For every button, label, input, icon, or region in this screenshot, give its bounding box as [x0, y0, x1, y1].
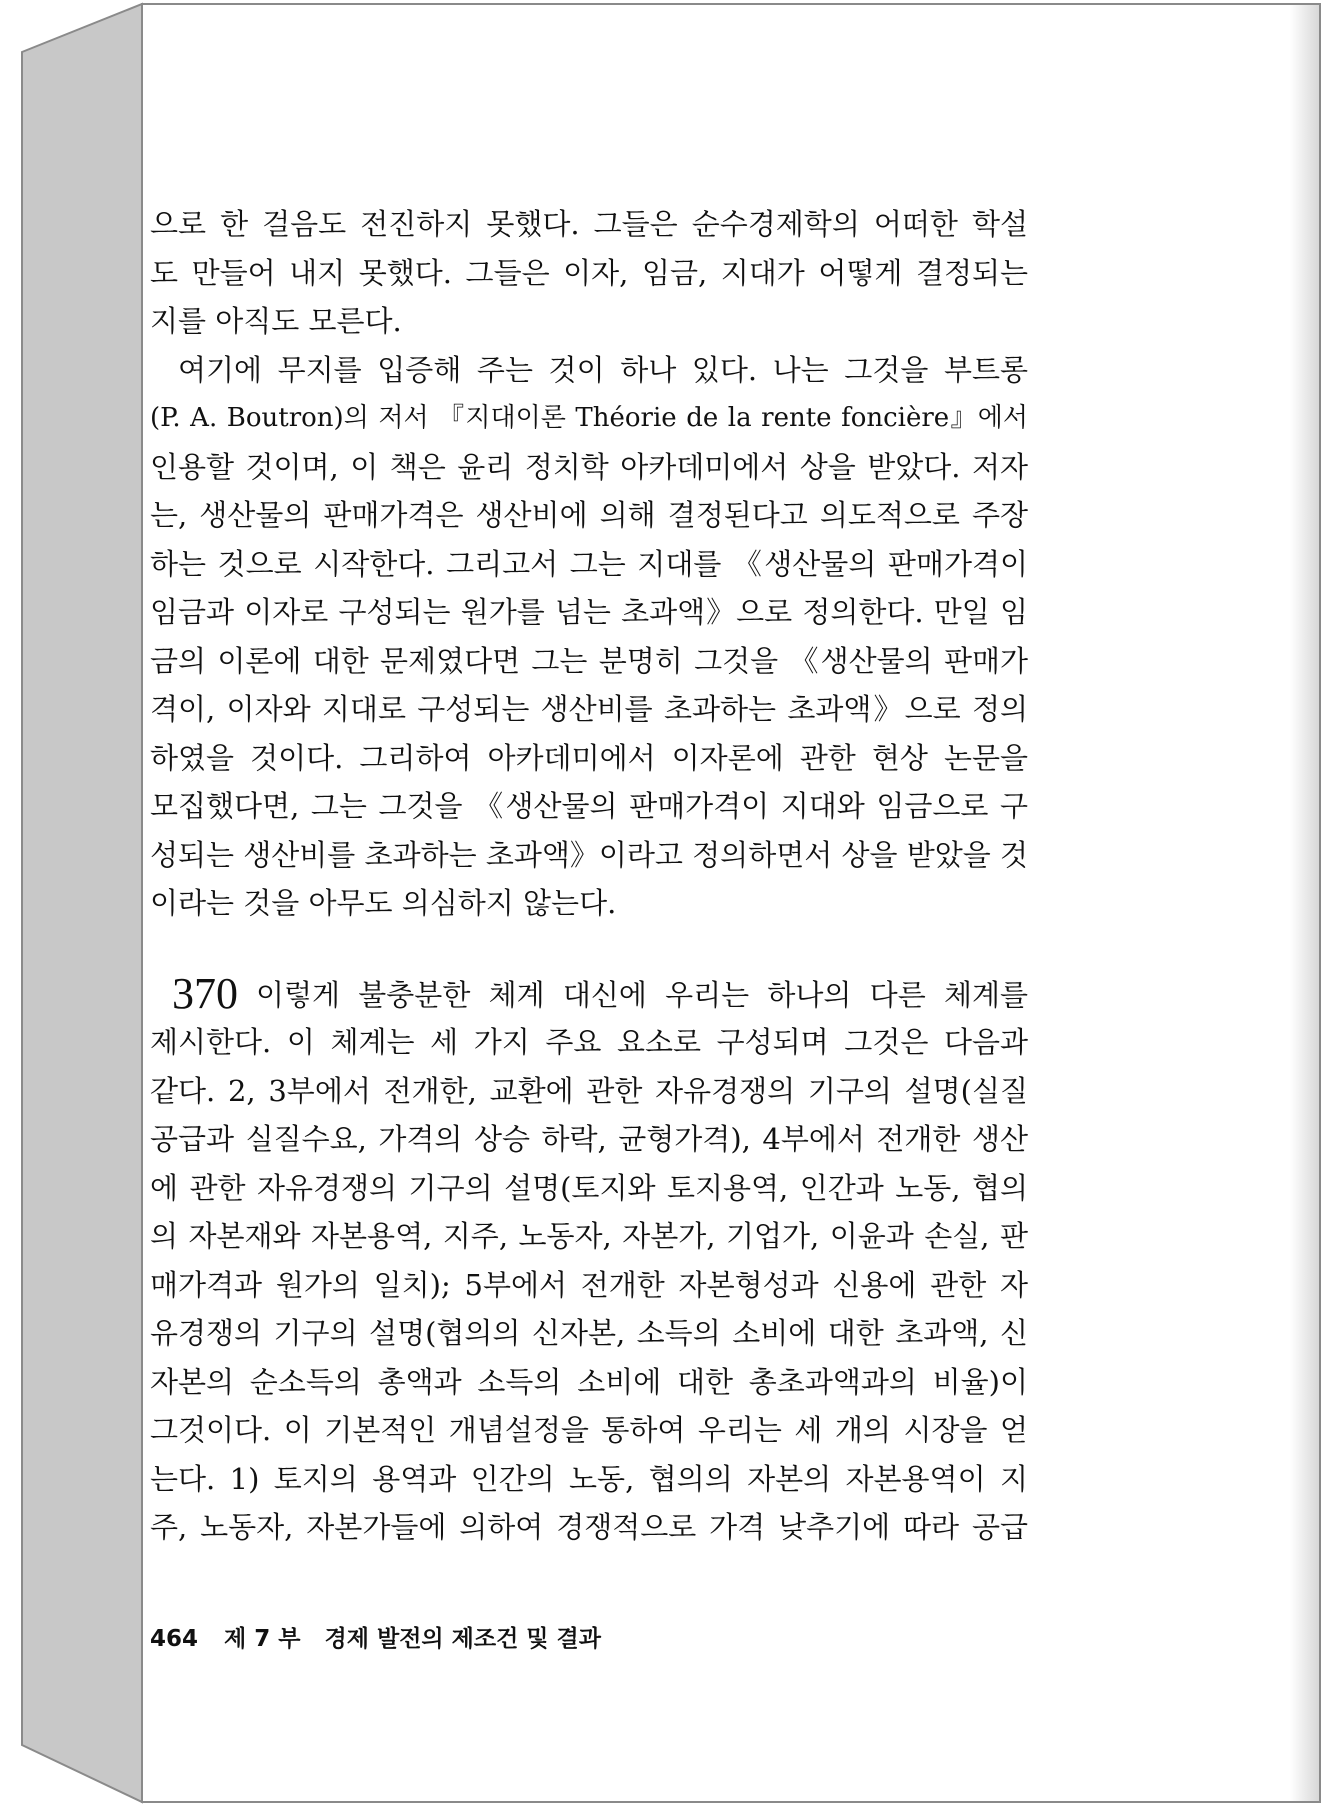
footer-title: 경제 발전의 제조건 및 결과	[324, 1626, 601, 1652]
text-line: 는, 생산물의 판매가격은 생산비에 의해 결정된다고 의도적으로 주장	[150, 498, 1028, 532]
page-number: 464	[150, 1626, 199, 1652]
text-line: 격이, 이자와 지대로 구성되는 생산비를 초과하는 초과액》으로 정의	[150, 692, 1028, 726]
text-line: 공급과 실질수요, 가격의 상승 하락, 균형가격), 4부에서 전개한 생산	[150, 1122, 1028, 1156]
text-line: (P. A. Boutron)의 저서 『지대이론 Théorie de la rente foncière』에서	[150, 403, 1028, 433]
text-line: 자본의 순소득의 총액과 소득의 소비에 대한 총초과액과의 비율)이	[150, 1364, 1028, 1399]
text-line: 에 관한 자유경쟁의 기구의 설명(토지와 토지용역, 인간과 노동, 협의	[150, 1170, 1028, 1205]
paragraph	[150, 200, 1028, 346]
text-line: 하였을 것이다. 그리하여 아카데미에서 이자론에 관한 현상 논문을	[150, 740, 1028, 775]
text-line: 모집했다면, 그는 그것을 《생산물의 판매가격이 지대와 임금으로 구	[150, 789, 1028, 823]
paragraph	[150, 346, 1028, 928]
section-gap	[150, 928, 1028, 970]
text-line: 여기에 무지를 입증해 주는 것이 하나 있다. 나는 그것을 부트롱	[178, 352, 1028, 387]
text-line: 주, 노동자, 자본가들에 의하여 경쟁적으로 가격 낮추기에 따라 공급	[150, 1510, 1028, 1544]
page-footer	[150, 1620, 601, 1653]
text-line: 그것이다. 이 기본적인 개념설정을 통하여 우리는 세 개의 시장을 얻	[150, 1413, 1028, 1447]
text-line: 임금과 이자로 구성되는 원가를 넘는 초과액》으로 정의한다. 만일 임	[150, 595, 1028, 629]
text-line: 으로 한 걸음도 전진하지 못했다. 그들은 순수경제학의 어떠한 학설	[150, 207, 1028, 241]
text-line: 도 만들어 내지 못했다. 그들은 이자, 임금, 지대가 어떻게 결정되는	[150, 255, 1028, 290]
section-first-line: 이렇게 불충분한 체계 대신에 우리는 하나의 다른 체계를	[256, 977, 1028, 1012]
text-line: 지를 아직도 모른다.	[150, 304, 402, 338]
page-edge-shade	[1290, 5, 1319, 1801]
text-line: 성되는 생산비를 초과하는 초과액》이라고 정의하면서 상을 받았을 것	[150, 837, 1028, 872]
page-body	[150, 200, 1028, 1552]
text-line: 하는 것으로 시작한다. 그리고서 그는 지대를 《생산물의 판매가격이	[150, 546, 1028, 581]
text-line	[150, 970, 1028, 1019]
text-line: 인용할 것이며, 이 책은 윤리 정치학 아카데미에서 상을 받았다. 저자	[150, 449, 1028, 484]
footer-part: 제 7 부	[224, 1626, 301, 1652]
text-line: 의 자본재와 자본용역, 지주, 노동자, 자본가, 기업가, 이윤과 손실, 판	[150, 1219, 1028, 1253]
section-number: 370	[172, 968, 238, 1018]
text-line: 금의 이론에 대한 문제였다면 그는 분명히 그것을 《생산물의 판매가	[150, 643, 1028, 678]
text-line: 제시한다. 이 체계는 세 가지 주요 요소로 구성되며 그것은 다음과	[150, 1025, 1028, 1059]
text-line: 매가격과 원가의 일치); 5부에서 전개한 자본형성과 신용에 관한 자	[150, 1267, 1028, 1302]
text-line: 이라는 것을 아무도 의심하지 않는다.	[150, 886, 617, 920]
text-line: 유경쟁의 기구의 설명(협의의 신자본, 소득의 소비에 대한 초과액, 신	[150, 1316, 1028, 1350]
book-spine	[22, 4, 142, 1802]
text-line: 는다. 1) 토지의 용역과 인간의 노동, 협의의 자본의 자본용역이 지	[150, 1461, 1028, 1496]
text-line: 같다. 2, 3부에서 전개한, 교환에 관한 자유경쟁의 기구의 설명(실질	[150, 1073, 1028, 1108]
paragraph-section	[150, 970, 1028, 1552]
